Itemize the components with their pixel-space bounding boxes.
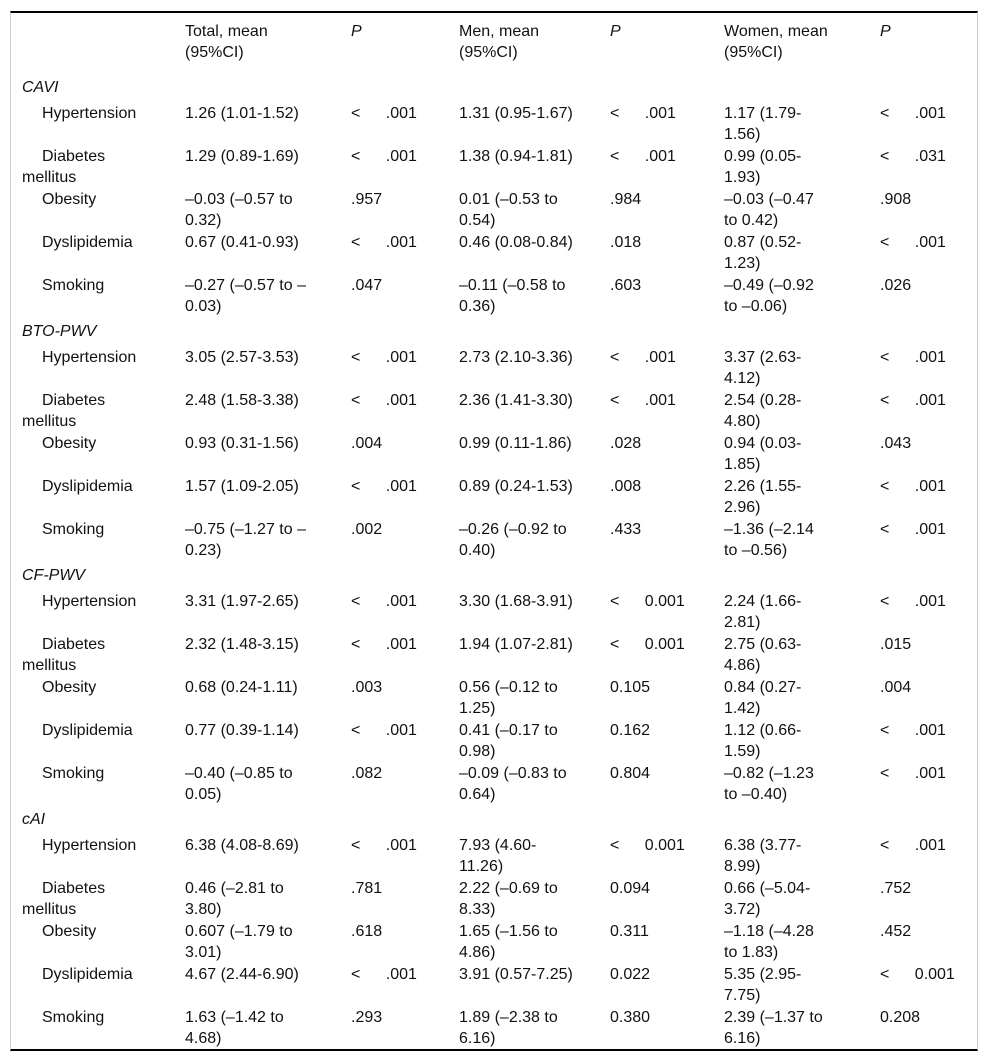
header-p-women: P [880,23,891,40]
cell-total: 0.46 (–2.81 to 3.80) [185,880,284,918]
cell-p-men: 0.105 [610,679,651,696]
cell-p-total: < .001 [351,966,417,983]
cell-p-total: < .001 [351,105,417,122]
cell-women: 0.66 (–5.04-3.72) [724,880,811,918]
cell-men: 0.46 (0.08-0.84) [459,234,573,251]
cell-p-total: .957 [351,191,383,208]
group-name: BTO-PWV [22,323,97,340]
cell-p-women: < .001 [880,722,946,739]
cell-p-women: .026 [880,277,912,294]
row-label: Diabetes mellitus [22,880,106,918]
cell-p-women: < .031 [880,148,946,165]
cell-p-total: .047 [351,277,383,294]
cell-women: 2.24 (1.66-2.81) [724,593,802,631]
cell-p-women: < .001 [880,234,946,251]
cell-men: 1.89 (–2.38 to 6.16) [459,1009,558,1047]
cell-p-women: < .001 [880,478,946,495]
row-label: Obesity [42,191,97,208]
table-row [11,762,977,805]
header-women: Women, mean (95%CI) [724,23,828,61]
cell-p-men: < .001 [610,349,676,366]
row-label: Hypertension [42,593,137,610]
cell-men: 1.65 (–1.56 to 4.86) [459,923,558,961]
group-name: CF-PWV [22,567,86,584]
cell-p-total: .618 [351,923,383,940]
table-row [11,676,977,719]
cell-p-men: < 0.001 [610,593,685,610]
table-row [11,1006,977,1049]
row-label: Smoking [42,1009,105,1026]
cell-total: –0.27 (–0.57 to –0.03) [185,277,306,315]
cell-women: –1.36 (–2.14 to –0.56) [724,521,814,559]
cell-p-women: .908 [880,191,912,208]
cell-p-men: .433 [610,521,642,538]
cell-p-men: .028 [610,435,642,452]
cell-men: 0.99 (0.11-1.86) [459,435,572,452]
cell-p-total: .781 [351,880,383,897]
cell-total: 1.63 (–1.42 to 4.68) [185,1009,284,1047]
cell-women: 2.39 (–1.37 to 6.16) [724,1009,823,1047]
cell-p-women: .752 [880,880,912,897]
cell-women: 1.12 (0.66-1.59) [724,722,802,760]
row-label: Obesity [42,435,97,452]
table-row [11,719,977,762]
cell-men: 1.94 (1.07-2.81) [459,636,573,653]
header-p-men: P [610,23,621,40]
row-label: Diabetes mellitus [22,148,106,186]
cell-men: 3.30 (1.68-3.91) [459,593,573,610]
group-header-row [11,73,977,102]
table-row [11,475,977,518]
cell-total: 0.93 (0.31-1.56) [185,435,299,452]
cell-p-men: < .001 [610,392,676,409]
cell-women: 0.99 (0.05-1.93) [724,148,802,186]
cell-men: 0.01 (–0.53 to 0.54) [459,191,558,229]
table-row [11,389,977,432]
header-total: Total, mean (95%CI) [185,23,268,61]
cell-p-total: < .001 [351,148,417,165]
cell-p-total: < .001 [351,722,417,739]
cell-men: 2.36 (1.41-3.30) [459,392,573,409]
row-label: Smoking [42,765,105,782]
cell-p-total: < .001 [351,478,417,495]
cell-p-total: < .001 [351,837,417,854]
cell-p-women: < .001 [880,349,946,366]
cell-total: 0.607 (–1.79 to 3.01) [185,923,293,961]
table-row [11,518,977,561]
table-row [11,102,977,145]
cell-p-women: 0.208 [880,1009,921,1026]
cell-total: 0.77 (0.39-1.14) [185,722,299,739]
table-row [11,231,977,274]
header-p-total: P [351,23,362,40]
cell-men: –0.09 (–0.83 to 0.64) [459,765,567,803]
cell-p-women: .004 [880,679,912,696]
cell-p-men: < 0.001 [610,837,685,854]
row-label: Obesity [42,679,97,696]
cell-p-total: .082 [351,765,383,782]
cell-total: 3.05 (2.57-3.53) [185,349,299,366]
cell-men: 2.73 (2.10-3.36) [459,349,573,366]
cell-men: 0.89 (0.24-1.53) [459,478,573,495]
cell-men: 0.56 (–0.12 to 1.25) [459,679,558,717]
cell-men: –0.26 (–0.92 to 0.40) [459,521,567,559]
cell-p-women: < .001 [880,392,946,409]
cell-p-total: .003 [351,679,383,696]
cell-p-men: < .001 [610,105,676,122]
cell-men: –0.11 (–0.58 to 0.36) [459,277,566,315]
row-label: Smoking [42,521,105,538]
cell-p-men: .984 [610,191,642,208]
cell-p-total: < .001 [351,636,417,653]
row-label: Diabetes mellitus [22,636,106,674]
table-row [11,633,977,676]
cell-p-men: .018 [610,234,642,251]
cell-p-men: 0.022 [610,966,651,983]
cell-p-total: < .001 [351,593,417,610]
cell-p-men: 0.804 [610,765,651,782]
cell-women: 0.94 (0.03-1.85) [724,435,802,473]
table-row [11,188,977,231]
header-row [11,13,977,73]
table-row [11,920,977,963]
table-row [11,432,977,475]
cell-p-total: < .001 [351,392,417,409]
row-label: Dyslipidemia [42,722,133,739]
cell-p-women: .015 [880,636,912,653]
cell-p-women: < .001 [880,105,946,122]
header-men: Men, mean (95%CI) [459,23,540,61]
cell-p-total: .002 [351,521,383,538]
cell-total: 4.67 (2.44-6.90) [185,966,299,983]
table-row [11,274,977,317]
row-label: Dyslipidemia [42,966,133,983]
cell-total: 0.67 (0.41-0.93) [185,234,299,251]
cell-women: 0.87 (0.52-1.23) [724,234,802,272]
cell-women: 5.35 (2.95-7.75) [724,966,802,1004]
cell-women: 0.84 (0.27-1.42) [724,679,802,717]
cell-p-women: .043 [880,435,912,452]
cell-p-women: < .001 [880,521,946,538]
cell-women: 6.38 (3.77-8.99) [724,837,802,875]
row-label: Dyslipidemia [42,478,133,495]
row-label: Hypertension [42,837,137,854]
cell-women: –1.18 (–4.28 to 1.83) [724,923,814,961]
cell-women: 2.26 (1.55-2.96) [724,478,802,516]
cell-p-total: < .001 [351,349,417,366]
row-label: Hypertension [42,105,137,122]
cell-women: –0.49 (–0.92 to –0.06) [724,277,814,315]
cell-p-men: < 0.001 [610,636,685,653]
group-name: cAI [22,811,46,828]
table-row [11,346,977,389]
cell-total: 3.31 (1.97-2.65) [185,593,299,610]
cell-women: 1.17 (1.79-1.56) [724,105,802,143]
cell-total: 2.48 (1.58-3.38) [185,392,299,409]
row-label: Smoking [42,277,105,294]
cell-men: 7.93 (4.60-11.26) [459,837,537,875]
cell-p-men: 0.380 [610,1009,651,1026]
row-label: Diabetes mellitus [22,392,106,430]
cell-women: 2.54 (0.28-4.80) [724,392,802,430]
cell-total: 1.57 (1.09-2.05) [185,478,299,495]
cell-p-women: < .001 [880,765,946,782]
cell-total: 1.26 (1.01-1.52) [185,105,299,122]
cell-p-men: .603 [610,277,642,294]
group-header-row [11,561,977,590]
cell-p-women: < .001 [880,593,946,610]
cell-men: 1.31 (0.95-1.67) [459,105,573,122]
header-empty-cell [11,13,185,73]
cell-p-men: 0.311 [610,923,649,940]
table-row [11,145,977,188]
cell-p-women: < 0.001 [880,966,955,983]
group-name: CAVI [22,79,59,96]
group-header-row [11,805,977,834]
cell-p-men: 0.094 [610,880,651,897]
cell-total: 1.29 (0.89-1.69) [185,148,299,165]
cell-total: –0.03 (–0.57 to 0.32) [185,191,293,229]
row-label: Obesity [42,923,97,940]
cell-women: 2.75 (0.63-4.86) [724,636,802,674]
cell-men: 3.91 (0.57-7.25) [459,966,573,983]
cell-women: 3.37 (2.63-4.12) [724,349,802,387]
table-row [11,834,977,877]
cell-total: –0.75 (–1.27 to –0.23) [185,521,306,559]
cell-p-men: < .001 [610,148,676,165]
regression-table-frame [10,11,978,1051]
cell-p-total: < .001 [351,234,417,251]
cell-p-men: 0.162 [610,722,651,739]
cell-p-men: .008 [610,478,642,495]
cell-total: 0.68 (0.24-1.11) [185,679,298,696]
cell-women: –0.03 (–0.47 to 0.42) [724,191,814,229]
cell-men: 2.22 (–0.69 to 8.33) [459,880,558,918]
row-label: Hypertension [42,349,137,366]
cell-total: 2.32 (1.48-3.15) [185,636,299,653]
row-label: Dyslipidemia [42,234,133,251]
cell-women: –0.82 (–1.23 to –0.40) [724,765,814,803]
table-row [11,877,977,920]
cell-total: 6.38 (4.08-8.69) [185,837,299,854]
cell-men: 1.38 (0.94-1.81) [459,148,573,165]
cell-p-total: .004 [351,435,383,452]
table-row [11,963,977,1006]
group-header-row [11,317,977,346]
cell-total: –0.40 (–0.85 to 0.05) [185,765,293,803]
cell-p-total: .293 [351,1009,383,1026]
cell-men: 0.41 (–0.17 to 0.98) [459,722,558,760]
regression-table [11,13,977,1049]
cell-p-women: < .001 [880,837,946,854]
cell-p-women: .452 [880,923,912,940]
table-row [11,590,977,633]
